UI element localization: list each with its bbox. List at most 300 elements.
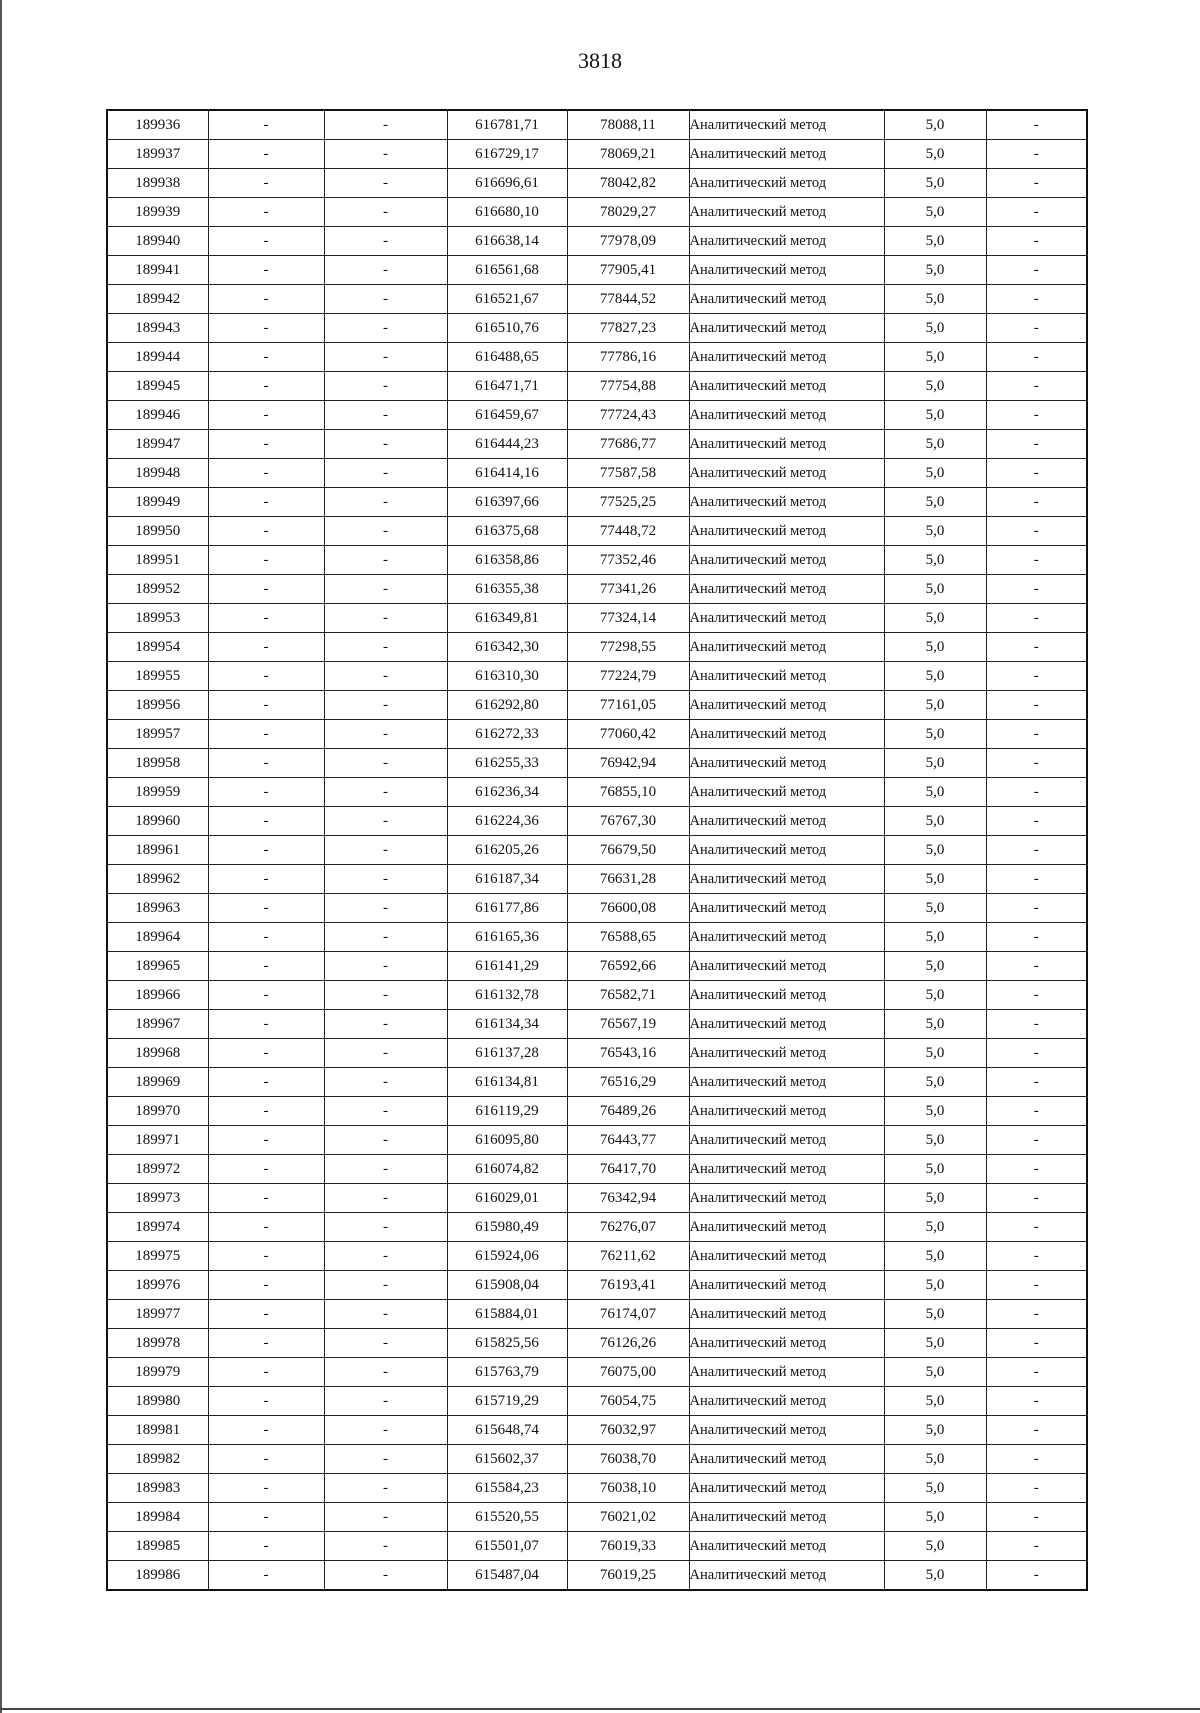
x-coordinate-cell: 616236,34 [447, 778, 567, 807]
empty-value-cell: - [324, 720, 447, 749]
empty-value-cell: - [208, 517, 324, 546]
table-row [107, 1213, 1087, 1242]
accuracy-cell: 5,0 [884, 140, 986, 169]
table-row [107, 1242, 1087, 1271]
empty-value-cell: - [208, 343, 324, 372]
empty-value-cell: - [324, 430, 447, 459]
point-number-cell: 189979 [107, 1358, 208, 1387]
empty-value-cell: - [208, 778, 324, 807]
empty-value-cell: - [986, 1039, 1087, 1068]
empty-value-cell: - [324, 1474, 447, 1503]
point-number-cell: 189985 [107, 1532, 208, 1561]
empty-value-cell: - [324, 1242, 447, 1271]
empty-value-cell: - [986, 430, 1087, 459]
accuracy-cell: 5,0 [884, 343, 986, 372]
accuracy-cell: 5,0 [884, 401, 986, 430]
table-row [107, 343, 1087, 372]
empty-value-cell: - [324, 633, 447, 662]
empty-value-cell: - [986, 1155, 1087, 1184]
method-cell: Аналитический метод [689, 1532, 884, 1561]
empty-value-cell: - [324, 546, 447, 575]
y-coordinate-cell: 76592,66 [567, 952, 689, 981]
empty-value-cell: - [986, 517, 1087, 546]
method-cell: Аналитический метод [689, 459, 884, 488]
table-row [107, 1010, 1087, 1039]
accuracy-cell: 5,0 [884, 1126, 986, 1155]
x-coordinate-cell: 616205,26 [447, 836, 567, 865]
point-number-cell: 189981 [107, 1416, 208, 1445]
empty-value-cell: - [324, 372, 447, 401]
empty-value-cell: - [986, 1561, 1087, 1591]
x-coordinate-cell: 616349,81 [447, 604, 567, 633]
y-coordinate-cell: 77786,16 [567, 343, 689, 372]
y-coordinate-cell: 77161,05 [567, 691, 689, 720]
empty-value-cell: - [986, 894, 1087, 923]
empty-value-cell: - [208, 1068, 324, 1097]
accuracy-cell: 5,0 [884, 1184, 986, 1213]
point-number-cell: 189957 [107, 720, 208, 749]
y-coordinate-cell: 77341,26 [567, 575, 689, 604]
point-number-cell: 189958 [107, 749, 208, 778]
empty-value-cell: - [986, 749, 1087, 778]
table-row [107, 430, 1087, 459]
point-number-cell: 189937 [107, 140, 208, 169]
method-cell: Аналитический метод [689, 894, 884, 923]
empty-value-cell: - [986, 604, 1087, 633]
empty-value-cell: - [208, 1126, 324, 1155]
empty-value-cell: - [324, 256, 447, 285]
empty-value-cell: - [208, 140, 324, 169]
empty-value-cell: - [986, 1503, 1087, 1532]
x-coordinate-cell: 616029,01 [447, 1184, 567, 1213]
accuracy-cell: 5,0 [884, 1445, 986, 1474]
empty-value-cell: - [324, 662, 447, 691]
x-coordinate-cell: 616414,16 [447, 459, 567, 488]
point-number-cell: 189940 [107, 227, 208, 256]
empty-value-cell: - [208, 1271, 324, 1300]
y-coordinate-cell: 76019,25 [567, 1561, 689, 1591]
y-coordinate-cell: 77298,55 [567, 633, 689, 662]
y-coordinate-cell: 76174,07 [567, 1300, 689, 1329]
accuracy-cell: 5,0 [884, 1387, 986, 1416]
empty-value-cell: - [986, 1213, 1087, 1242]
point-number-cell: 189950 [107, 517, 208, 546]
empty-value-cell: - [208, 923, 324, 952]
method-cell: Аналитический метод [689, 401, 884, 430]
y-coordinate-cell: 77352,46 [567, 546, 689, 575]
method-cell: Аналитический метод [689, 1184, 884, 1213]
method-cell: Аналитический метод [689, 1068, 884, 1097]
accuracy-cell: 5,0 [884, 1358, 986, 1387]
x-coordinate-cell: 616074,82 [447, 1155, 567, 1184]
x-coordinate-cell: 616224,36 [447, 807, 567, 836]
y-coordinate-cell: 76038,10 [567, 1474, 689, 1503]
method-cell: Аналитический метод [689, 633, 884, 662]
x-coordinate-cell: 615980,49 [447, 1213, 567, 1242]
accuracy-cell: 5,0 [884, 1503, 986, 1532]
y-coordinate-cell: 76516,29 [567, 1068, 689, 1097]
accuracy-cell: 5,0 [884, 546, 986, 575]
accuracy-cell: 5,0 [884, 256, 986, 285]
empty-value-cell: - [324, 836, 447, 865]
empty-value-cell: - [324, 749, 447, 778]
y-coordinate-cell: 76600,08 [567, 894, 689, 923]
empty-value-cell: - [324, 807, 447, 836]
x-coordinate-cell: 616781,71 [447, 110, 567, 140]
x-coordinate-cell: 615648,74 [447, 1416, 567, 1445]
method-cell: Аналитический метод [689, 227, 884, 256]
x-coordinate-cell: 616141,29 [447, 952, 567, 981]
point-number-cell: 189948 [107, 459, 208, 488]
method-cell: Аналитический метод [689, 575, 884, 604]
empty-value-cell: - [208, 227, 324, 256]
point-number-cell: 189976 [107, 1271, 208, 1300]
table-row [107, 1039, 1087, 1068]
x-coordinate-cell: 616272,33 [447, 720, 567, 749]
table-body [107, 110, 1087, 1590]
empty-value-cell: - [208, 1387, 324, 1416]
empty-value-cell: - [986, 401, 1087, 430]
empty-value-cell: - [986, 1271, 1087, 1300]
x-coordinate-cell: 616134,34 [447, 1010, 567, 1039]
point-number-cell: 189936 [107, 110, 208, 140]
point-number-cell: 189965 [107, 952, 208, 981]
empty-value-cell: - [208, 1300, 324, 1329]
method-cell: Аналитический метод [689, 140, 884, 169]
y-coordinate-cell: 77060,42 [567, 720, 689, 749]
y-coordinate-cell: 76211,62 [567, 1242, 689, 1271]
method-cell: Аналитический метод [689, 1126, 884, 1155]
empty-value-cell: - [324, 343, 447, 372]
table-row [107, 1416, 1087, 1445]
y-coordinate-cell: 77686,77 [567, 430, 689, 459]
table-row [107, 981, 1087, 1010]
empty-value-cell: - [324, 604, 447, 633]
empty-value-cell: - [986, 1068, 1087, 1097]
empty-value-cell: - [324, 1271, 447, 1300]
empty-value-cell: - [208, 807, 324, 836]
y-coordinate-cell: 76019,33 [567, 1532, 689, 1561]
point-number-cell: 189959 [107, 778, 208, 807]
accuracy-cell: 5,0 [884, 836, 986, 865]
method-cell: Аналитический метод [689, 1300, 884, 1329]
y-coordinate-cell: 76193,41 [567, 1271, 689, 1300]
empty-value-cell: - [324, 110, 447, 140]
accuracy-cell: 5,0 [884, 865, 986, 894]
x-coordinate-cell: 615825,56 [447, 1329, 567, 1358]
empty-value-cell: - [208, 865, 324, 894]
accuracy-cell: 5,0 [884, 1155, 986, 1184]
x-coordinate-cell: 616355,38 [447, 575, 567, 604]
empty-value-cell: - [324, 401, 447, 430]
empty-value-cell: - [208, 1242, 324, 1271]
empty-value-cell: - [324, 517, 447, 546]
accuracy-cell: 5,0 [884, 1039, 986, 1068]
point-number-cell: 189946 [107, 401, 208, 430]
empty-value-cell: - [208, 1445, 324, 1474]
empty-value-cell: - [324, 1126, 447, 1155]
point-number-cell: 189975 [107, 1242, 208, 1271]
empty-value-cell: - [324, 169, 447, 198]
point-number-cell: 189953 [107, 604, 208, 633]
empty-value-cell: - [324, 894, 447, 923]
empty-value-cell: - [208, 285, 324, 314]
method-cell: Аналитический метод [689, 1561, 884, 1591]
accuracy-cell: 5,0 [884, 575, 986, 604]
table-row [107, 633, 1087, 662]
x-coordinate-cell: 616132,78 [447, 981, 567, 1010]
x-coordinate-cell: 615602,37 [447, 1445, 567, 1474]
method-cell: Аналитический метод [689, 1503, 884, 1532]
accuracy-cell: 5,0 [884, 1532, 986, 1561]
y-coordinate-cell: 76342,94 [567, 1184, 689, 1213]
accuracy-cell: 5,0 [884, 807, 986, 836]
accuracy-cell: 5,0 [884, 1068, 986, 1097]
table-row [107, 517, 1087, 546]
y-coordinate-cell: 77724,43 [567, 401, 689, 430]
method-cell: Аналитический метод [689, 604, 884, 633]
y-coordinate-cell: 76679,50 [567, 836, 689, 865]
empty-value-cell: - [324, 488, 447, 517]
method-cell: Аналитический метод [689, 285, 884, 314]
empty-value-cell: - [324, 778, 447, 807]
y-coordinate-cell: 77754,88 [567, 372, 689, 401]
method-cell: Аналитический метод [689, 1474, 884, 1503]
empty-value-cell: - [986, 488, 1087, 517]
table-row [107, 604, 1087, 633]
x-coordinate-cell: 616397,66 [447, 488, 567, 517]
accuracy-cell: 5,0 [884, 662, 986, 691]
y-coordinate-cell: 78029,27 [567, 198, 689, 227]
x-coordinate-cell: 616177,86 [447, 894, 567, 923]
x-coordinate-cell: 616119,29 [447, 1097, 567, 1126]
empty-value-cell: - [208, 1010, 324, 1039]
empty-value-cell: - [208, 430, 324, 459]
empty-value-cell: - [208, 1474, 324, 1503]
x-coordinate-cell: 616488,65 [447, 343, 567, 372]
y-coordinate-cell: 78069,21 [567, 140, 689, 169]
empty-value-cell: - [986, 807, 1087, 836]
empty-value-cell: - [324, 691, 447, 720]
empty-value-cell: - [324, 227, 447, 256]
accuracy-cell: 5,0 [884, 1474, 986, 1503]
y-coordinate-cell: 76075,00 [567, 1358, 689, 1387]
empty-value-cell: - [208, 1358, 324, 1387]
point-number-cell: 189971 [107, 1126, 208, 1155]
y-coordinate-cell: 76942,94 [567, 749, 689, 778]
empty-value-cell: - [986, 227, 1087, 256]
x-coordinate-cell: 616187,34 [447, 865, 567, 894]
empty-value-cell: - [208, 1213, 324, 1242]
point-number-cell: 189945 [107, 372, 208, 401]
y-coordinate-cell: 77587,58 [567, 459, 689, 488]
empty-value-cell: - [986, 285, 1087, 314]
method-cell: Аналитический метод [689, 517, 884, 546]
table-row [107, 546, 1087, 575]
table-row [107, 227, 1087, 256]
empty-value-cell: - [208, 546, 324, 575]
accuracy-cell: 5,0 [884, 691, 986, 720]
y-coordinate-cell: 77324,14 [567, 604, 689, 633]
point-number-cell: 189954 [107, 633, 208, 662]
empty-value-cell: - [986, 923, 1087, 952]
empty-value-cell: - [986, 981, 1087, 1010]
method-cell: Аналитический метод [689, 1271, 884, 1300]
empty-value-cell: - [324, 1300, 447, 1329]
accuracy-cell: 5,0 [884, 227, 986, 256]
empty-value-cell: - [324, 1010, 447, 1039]
method-cell: Аналитический метод [689, 546, 884, 575]
accuracy-cell: 5,0 [884, 981, 986, 1010]
x-coordinate-cell: 616375,68 [447, 517, 567, 546]
empty-value-cell: - [208, 169, 324, 198]
method-cell: Аналитический метод [689, 1010, 884, 1039]
empty-value-cell: - [986, 1126, 1087, 1155]
table-row [107, 1503, 1087, 1532]
point-number-cell: 189942 [107, 285, 208, 314]
accuracy-cell: 5,0 [884, 488, 986, 517]
accuracy-cell: 5,0 [884, 169, 986, 198]
empty-value-cell: - [986, 546, 1087, 575]
x-coordinate-cell: 616510,76 [447, 314, 567, 343]
accuracy-cell: 5,0 [884, 1329, 986, 1358]
table-row [107, 1561, 1087, 1591]
accuracy-cell: 5,0 [884, 285, 986, 314]
accuracy-cell: 5,0 [884, 778, 986, 807]
x-coordinate-cell: 616680,10 [447, 198, 567, 227]
method-cell: Аналитический метод [689, 314, 884, 343]
empty-value-cell: - [986, 198, 1087, 227]
empty-value-cell: - [208, 1155, 324, 1184]
table-row [107, 575, 1087, 604]
y-coordinate-cell: 76543,16 [567, 1039, 689, 1068]
accuracy-cell: 5,0 [884, 1242, 986, 1271]
x-coordinate-cell: 615501,07 [447, 1532, 567, 1561]
point-number-cell: 189939 [107, 198, 208, 227]
empty-value-cell: - [208, 1561, 324, 1591]
table-row [107, 1155, 1087, 1184]
y-coordinate-cell: 76038,70 [567, 1445, 689, 1474]
empty-value-cell: - [208, 256, 324, 285]
point-number-cell: 189955 [107, 662, 208, 691]
table-row [107, 1184, 1087, 1213]
empty-value-cell: - [208, 894, 324, 923]
table-row [107, 285, 1087, 314]
table-row [107, 110, 1087, 140]
empty-value-cell: - [986, 169, 1087, 198]
y-coordinate-cell: 78042,82 [567, 169, 689, 198]
y-coordinate-cell: 76582,71 [567, 981, 689, 1010]
table-row [107, 1474, 1087, 1503]
method-cell: Аналитический метод [689, 198, 884, 227]
table-row [107, 1300, 1087, 1329]
method-cell: Аналитический метод [689, 1155, 884, 1184]
accuracy-cell: 5,0 [884, 372, 986, 401]
empty-value-cell: - [324, 952, 447, 981]
table-row [107, 314, 1087, 343]
x-coordinate-cell: 616459,67 [447, 401, 567, 430]
scan-edge-bottom [0, 1708, 1200, 1710]
accuracy-cell: 5,0 [884, 633, 986, 662]
empty-value-cell: - [324, 1068, 447, 1097]
table-row [107, 778, 1087, 807]
empty-value-cell: - [208, 1416, 324, 1445]
table-row [107, 952, 1087, 981]
x-coordinate-cell: 615908,04 [447, 1271, 567, 1300]
point-number-cell: 189969 [107, 1068, 208, 1097]
point-number-cell: 189977 [107, 1300, 208, 1329]
x-coordinate-cell: 616137,28 [447, 1039, 567, 1068]
method-cell: Аналитический метод [689, 1242, 884, 1271]
empty-value-cell: - [324, 865, 447, 894]
table-row [107, 198, 1087, 227]
point-number-cell: 189972 [107, 1155, 208, 1184]
y-coordinate-cell: 76631,28 [567, 865, 689, 894]
empty-value-cell: - [208, 1503, 324, 1532]
empty-value-cell: - [324, 1329, 447, 1358]
method-cell: Аналитический метод [689, 1097, 884, 1126]
method-cell: Аналитический метод [689, 256, 884, 285]
empty-value-cell: - [324, 575, 447, 604]
x-coordinate-cell: 616729,17 [447, 140, 567, 169]
x-coordinate-cell: 616696,61 [447, 169, 567, 198]
empty-value-cell: - [986, 865, 1087, 894]
empty-value-cell: - [208, 836, 324, 865]
empty-value-cell: - [208, 314, 324, 343]
empty-value-cell: - [208, 575, 324, 604]
empty-value-cell: - [324, 1097, 447, 1126]
x-coordinate-cell: 615763,79 [447, 1358, 567, 1387]
x-coordinate-cell: 615924,06 [447, 1242, 567, 1271]
table-row [107, 459, 1087, 488]
accuracy-cell: 5,0 [884, 517, 986, 546]
y-coordinate-cell: 77827,23 [567, 314, 689, 343]
empty-value-cell: - [986, 1532, 1087, 1561]
x-coordinate-cell: 616444,23 [447, 430, 567, 459]
accuracy-cell: 5,0 [884, 314, 986, 343]
method-cell: Аналитический метод [689, 1329, 884, 1358]
x-coordinate-cell: 616638,14 [447, 227, 567, 256]
accuracy-cell: 5,0 [884, 604, 986, 633]
table-row [107, 169, 1087, 198]
table-row [107, 1445, 1087, 1474]
empty-value-cell: - [986, 1358, 1087, 1387]
y-coordinate-cell: 76032,97 [567, 1416, 689, 1445]
x-coordinate-cell: 615520,55 [447, 1503, 567, 1532]
accuracy-cell: 5,0 [884, 952, 986, 981]
method-cell: Аналитический метод [689, 1416, 884, 1445]
coordinates-table [106, 109, 1088, 1591]
empty-value-cell: - [324, 1155, 447, 1184]
empty-value-cell: - [208, 749, 324, 778]
empty-value-cell: - [208, 488, 324, 517]
point-number-cell: 189956 [107, 691, 208, 720]
empty-value-cell: - [986, 459, 1087, 488]
empty-value-cell: - [208, 691, 324, 720]
y-coordinate-cell: 76054,75 [567, 1387, 689, 1416]
empty-value-cell: - [324, 981, 447, 1010]
empty-value-cell: - [986, 720, 1087, 749]
table-row [107, 1097, 1087, 1126]
accuracy-cell: 5,0 [884, 1300, 986, 1329]
accuracy-cell: 5,0 [884, 1416, 986, 1445]
method-cell: Аналитический метод [689, 488, 884, 517]
method-cell: Аналитический метод [689, 1358, 884, 1387]
empty-value-cell: - [208, 401, 324, 430]
point-number-cell: 189970 [107, 1097, 208, 1126]
empty-value-cell: - [324, 1387, 447, 1416]
empty-value-cell: - [986, 1010, 1087, 1039]
